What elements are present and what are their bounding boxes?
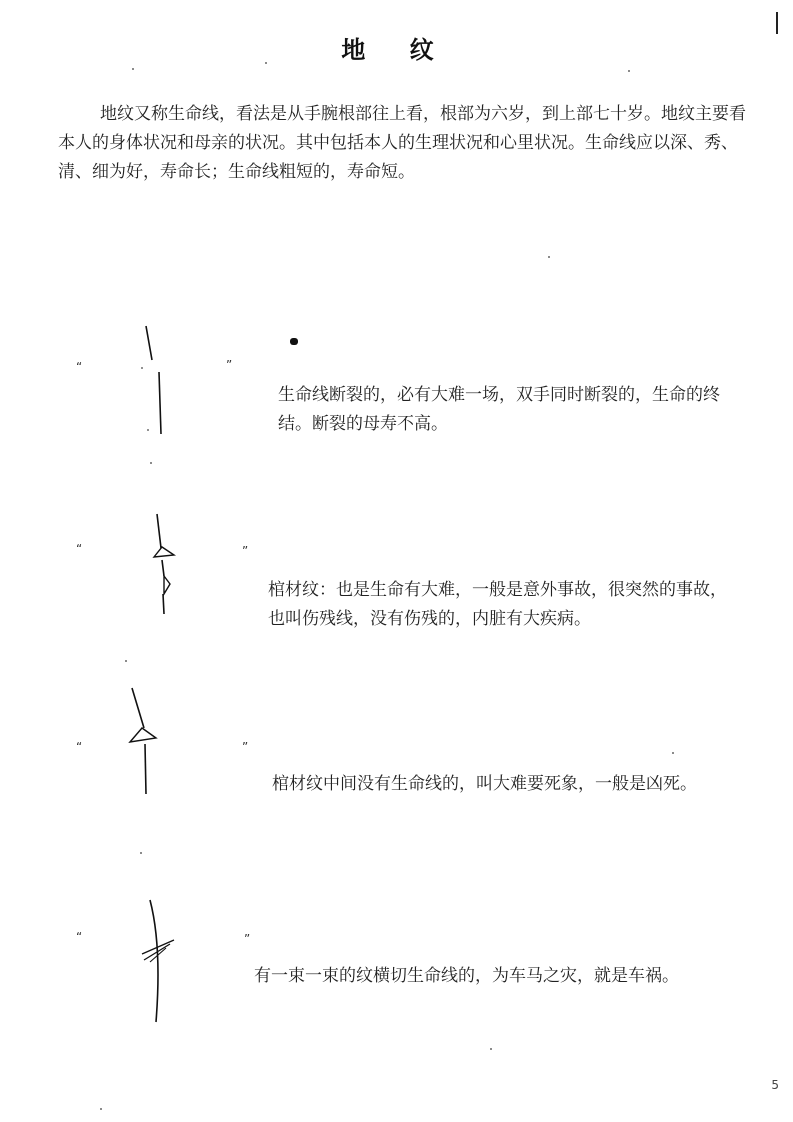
close-quote: ” [226, 358, 233, 372]
page-number: 5 [771, 1078, 779, 1092]
scan-speck [548, 256, 550, 258]
scan-speck [265, 62, 267, 64]
scan-speck [125, 660, 127, 662]
open-quote: “ [76, 542, 83, 556]
page-title: 地 纹 [341, 35, 452, 64]
crossing-lines-sketch [130, 896, 190, 1026]
open-quote: “ [76, 930, 83, 944]
scan-speck [132, 68, 134, 70]
scan-speck [490, 1048, 492, 1050]
intro-paragraph: 地纹又称生命线，看法是从手腕根部往上看，根部为六岁，到上部七十岁。地纹主要看本人的身体状况和母亲的状况。其中包括本人的生理状况和心里状况。生命线应以深、秀、清、细为好，寿命长；生命线粗短的，寿命短。 [58, 104, 746, 182]
coffin-pattern-sketch [140, 510, 200, 620]
scan-speck [150, 462, 152, 464]
close-quote: ” [242, 740, 249, 754]
scan-speck [100, 1108, 102, 1110]
coffin-no-line-sketch [118, 682, 178, 802]
section-text: 棺材纹中间没有生命线的，叫大难要死象，一般是凶死。 [272, 774, 697, 794]
scan-speck [672, 752, 674, 754]
scan-speck [140, 852, 142, 854]
close-quote: ” [244, 932, 251, 946]
open-quote: “ [76, 360, 83, 374]
section-text: 生命线断裂的，必有大难一场，双手同时断裂的，生命的终结。断裂的母寿不高。 [278, 385, 720, 434]
open-quote: “ [76, 740, 83, 754]
section-text: 棺材纹：也是生命有大难，一般是意外事故，很突然的事故，也叫伤残线，没有伤残的，内脏有大疾病。 [268, 580, 727, 629]
ink-spot [290, 338, 298, 345]
scan-speck [628, 70, 630, 72]
section-text: 有一束一束的纹横切生命线的，为车马之灾，就是车祸。 [254, 966, 679, 986]
close-quote: ” [242, 544, 249, 558]
broken-line-sketch [128, 322, 188, 442]
